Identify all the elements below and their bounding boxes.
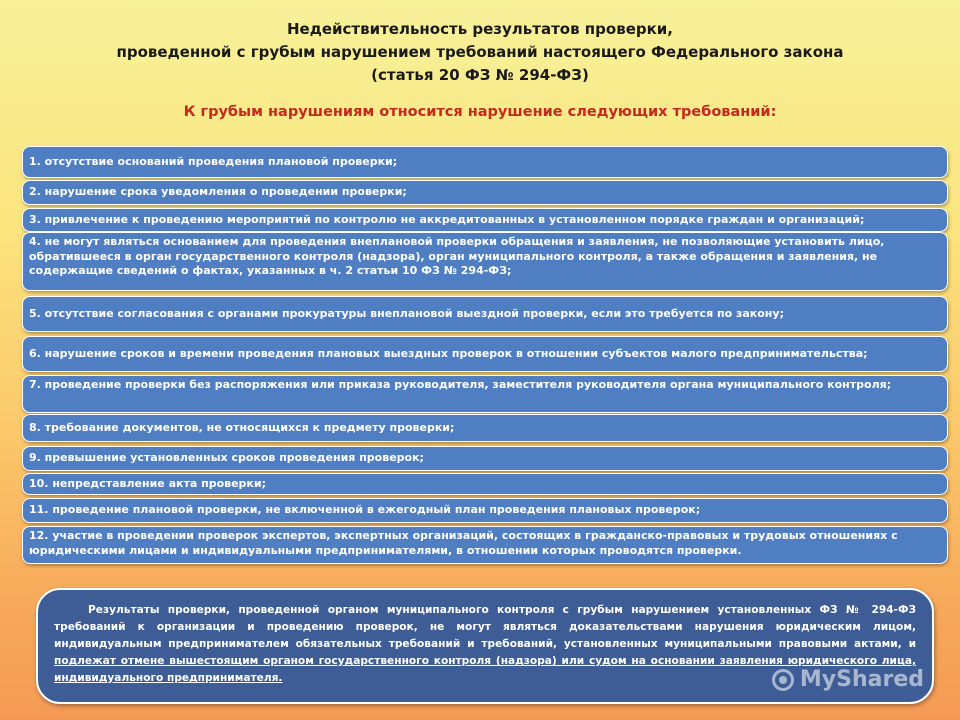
list-item	[22, 232, 948, 291]
list-item	[22, 336, 948, 372]
list-item	[22, 180, 948, 205]
list-item	[22, 146, 948, 178]
slide-title	[40, 18, 920, 87]
conclusion-text-plain: Результаты проверки, проведенной органом муниципального контроля с грубым нарушением установленных ФЗ № 294-ФЗ требований к организации и проведению проверок, не могут являться доказательствами нарушения юридическим лицом, индивидуальным предпринимателем обязательных требований и требований, установленных муниципальными правовыми актами, и	[54, 604, 916, 650]
list-item-text: 1. отсутствие оснований проведения плановой проверки;	[29, 154, 398, 168]
title-line-1: Недействительность результатов проверки,	[286, 20, 673, 38]
list-item-text: 9. превышение установленных сроков проведения проверок;	[29, 451, 424, 465]
conclusion-text-underlined: подлежат отмене вышестоящим органом государственного контроля (надзора) или судом на основании заявления юридического лица, индивидуального предпринимателя.	[54, 655, 916, 684]
myshared-logo-icon	[772, 669, 794, 691]
list-item-text: 4. не могут являться основанием для проведения внеплановой проверки обращения и заявления, не позволяющие установить лицо, обратившееся в орган государственного контроля (надзора), орган муниципального контроля, а также обращения и заявления, не содержащие сведений о фактах, указанных в ч. 2 статьи 10 ФЗ № 294-ФЗ;	[29, 235, 885, 277]
slide-subtitle: К грубым нарушениям относится нарушение следующих требований:	[183, 104, 777, 120]
list-item-text: 3. привлечение к проведению мероприятий по контролю не аккредитованных в установленном порядке граждан и организаций;	[29, 212, 865, 226]
list-item	[22, 498, 948, 523]
list-item-text: 2. нарушение срока уведомления о проведении проверки;	[29, 185, 407, 199]
list-item-text: 10. непредставление акта проверки;	[29, 476, 267, 490]
list-item-text: 5. отсутствие согласования с органами прокуратуры внеплановой выездной проверки, если это требуется по закону;	[29, 306, 784, 320]
watermark-text: MyShared	[799, 667, 924, 692]
list-item	[22, 446, 948, 471]
list-item-text: 12. участие в проведении проверок экспертов, экспертных организаций, состоящих в гражданско-правовых и трудовых отношениях с юридическими лицами и индивидуальными предпринимателями, в отношении которых проводятся проверки.	[29, 529, 898, 557]
title-line-2: проведенной с грубым нарушением требований настоящего Федерального закона	[116, 43, 844, 61]
list-item-text: 6. нарушение сроков и времени проведения плановых выездных проверок в отношении субъектов малого предпринимательства;	[29, 346, 868, 360]
watermark	[772, 667, 924, 692]
list-item-text: 11. проведение плановой проверки, не включенной в ежегодный план проведения плановых проверок;	[29, 503, 701, 517]
list-item	[22, 473, 948, 495]
list-item	[22, 414, 948, 442]
list-item	[22, 296, 948, 332]
list-item	[22, 208, 948, 232]
list-item-text: 7. проведение проверки без распоряжения или приказа руководителя, заместителя руководителя органа муниципального контроля;	[29, 378, 892, 391]
violations-list	[22, 146, 950, 564]
list-item	[22, 375, 948, 413]
title-line-3: (статья 20 ФЗ № 294-ФЗ)	[371, 66, 589, 84]
list-item-text: 8. требование документов, не относящихся к предмету проверки;	[29, 420, 455, 434]
list-item	[22, 526, 948, 564]
